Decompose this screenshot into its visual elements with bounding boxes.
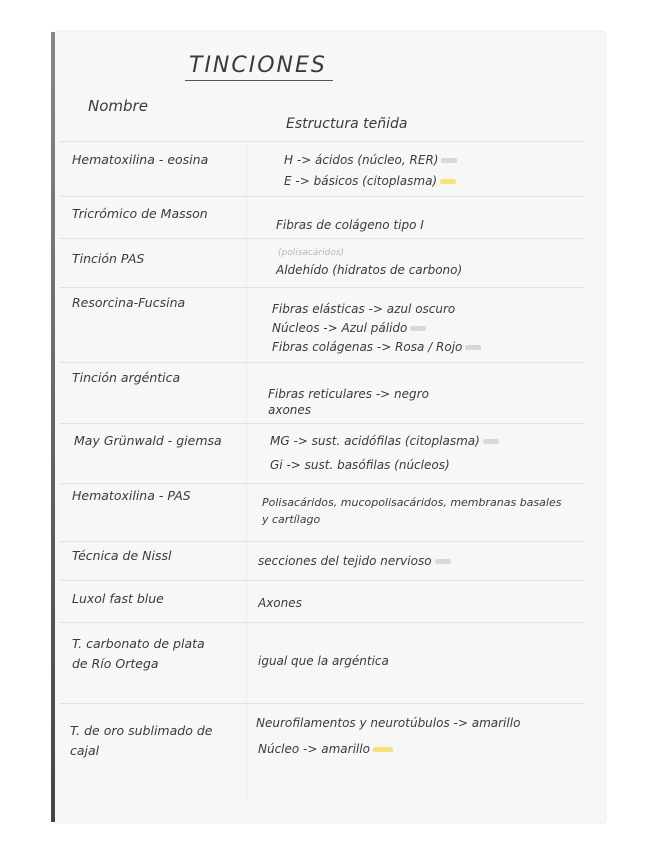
- column-header-structure: Estructura teñida: [286, 116, 408, 132]
- stain-result-line: Fibras colágenas -> Rosa / Rojo: [272, 338, 481, 356]
- stain-result-line: Fibras de colágeno tipo I: [276, 218, 424, 232]
- stain-result-line: y cartílago: [262, 513, 321, 526]
- row-divider: [60, 423, 585, 424]
- stain-name: Tinción PAS: [72, 251, 145, 266]
- stain-name: Tricrómico de Masson: [72, 206, 208, 221]
- stain-result-line: secciones del tejido nervioso: [258, 552, 451, 570]
- row-divider: [60, 622, 585, 623]
- page-title: TINCIONES: [185, 53, 333, 81]
- stain-name: Hematoxilina - eosina: [72, 152, 209, 167]
- column-divider: [246, 140, 247, 800]
- stain-name: T. carbonato de plata de Río Ortega: [72, 636, 205, 671]
- stain-name: Técnica de Nissl: [72, 548, 172, 563]
- row-divider: [60, 196, 585, 197]
- stain-result-line: Neurofilamentos y neurotúbulos -> amarillo: [256, 716, 521, 730]
- stain-name: Resorcina-Fucsina: [72, 295, 186, 310]
- stain-result-line: E -> básicos (citoplasma): [284, 172, 456, 190]
- stain-name: Hematoxilina - PAS: [72, 488, 191, 503]
- row-divider: [60, 287, 585, 288]
- stain-result-line: igual que la argéntica: [258, 654, 389, 668]
- stain-name: Luxol fast blue: [72, 591, 164, 606]
- stain-result-line: Polisacáridos, mucopolisacáridos, membranas basales: [262, 496, 562, 509]
- column-header-name: Nombre: [88, 97, 148, 115]
- stain-result-line: Núcleos -> Azul pálido: [272, 319, 426, 337]
- stain-result-line: H -> ácidos (núcleo, RER): [284, 151, 457, 169]
- stain-result-line: Aldehído (hidratos de carbono): [276, 263, 463, 277]
- row-divider: [60, 541, 585, 542]
- stain-result-line: Fibras elásticas -> azul oscuro: [272, 302, 456, 316]
- row-divider: [60, 580, 585, 581]
- stain-result-line: MG -> sust. acidófilas (citoplasma): [270, 432, 499, 450]
- row-divider: [60, 141, 585, 142]
- stain-result-line: Axones: [258, 596, 302, 610]
- stain-result-line: Núcleo -> amarillo: [258, 740, 393, 758]
- stain-name: Tinción argéntica: [72, 370, 181, 385]
- stain-result-line: axones: [268, 403, 312, 417]
- stain-result-line: Fibras reticulares -> negro: [268, 387, 429, 401]
- stain-result-line: Gi -> sust. basófilas (núcleos): [270, 458, 450, 472]
- stain-name: T. de oro sublimado de cajal: [70, 723, 213, 758]
- stain-note: (polisacáridos): [278, 248, 345, 258]
- stain-name: May Grünwald - giemsa: [74, 433, 222, 448]
- row-divider: [60, 703, 585, 704]
- row-divider: [60, 238, 585, 239]
- row-divider: [60, 483, 585, 484]
- row-divider: [60, 362, 585, 363]
